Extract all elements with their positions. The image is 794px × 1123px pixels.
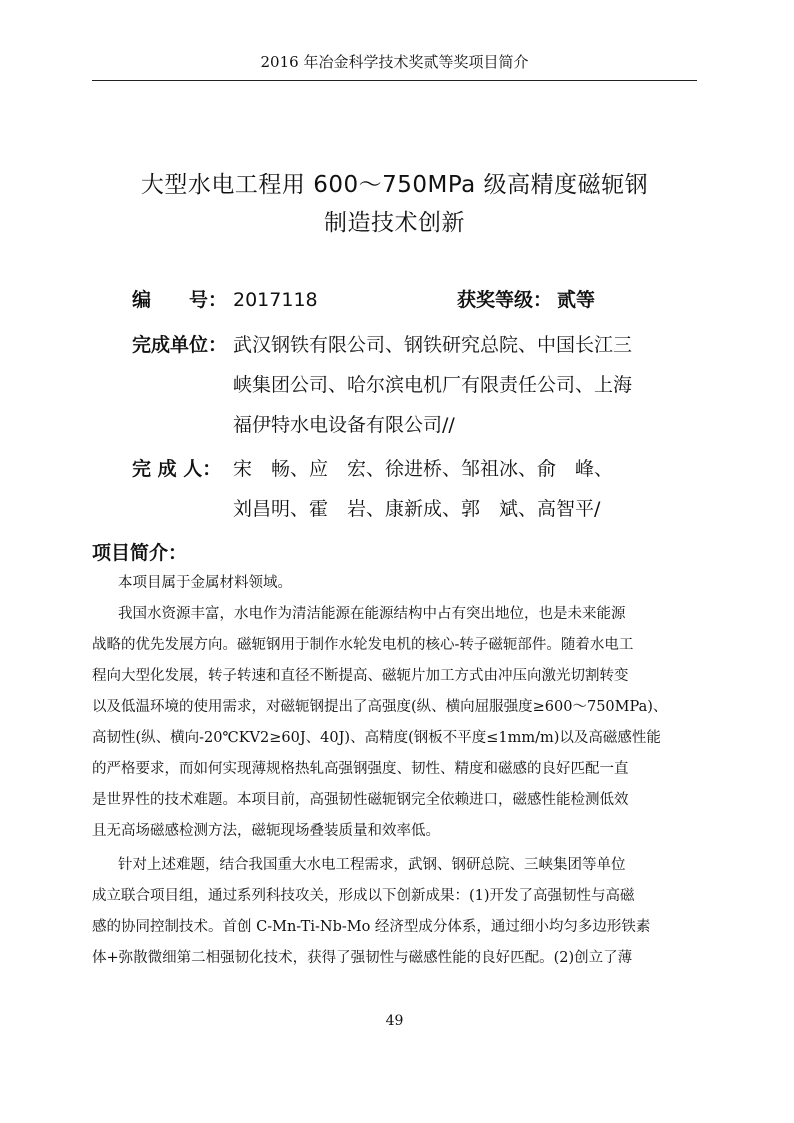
units-line: 武汉钢铁有限公司、钢铁研究总院、中国长江三 <box>233 334 633 356</box>
number-value: 2017118 <box>233 289 318 311</box>
page-number: 49 <box>385 1013 404 1029</box>
body-paragraph-line: 高韧性(纵、横向-20℃KV2≥60J、40J)、高精度(钢板不平度≤1mm/m)以及高磁感性能 <box>92 730 661 746</box>
body-paragraph-line: 以及低温环境的使用需求，对磁轭钢提出了高强度(纵、横向屈服强度≥600～750MPa)、 <box>92 699 668 715</box>
running-header: 2016 年冶金科学技术奖贰等奖项目简介 <box>260 53 529 71</box>
body-paragraph-line: 的严格要求，而如何实现薄规格热轧高强钢强度、韧性、精度和磁感的良好匹配一直 <box>92 761 629 777</box>
project-title-line-1: 大型水电工程用 600～750MPa 级高精度磁轭钢 <box>140 172 649 198</box>
body-paragraph-line: 成立联合项目组，通过系列科技攻关，形成以下创新成果：(1)开发了高强韧性与高磁 <box>92 888 635 904</box>
body-paragraph-line: 体+弥散微细第二相强韧化技术，获得了强韧性与磁感性能的良好匹配。(2)创立了薄 <box>92 950 633 966</box>
body-paragraph-line: 我国水资源丰富，水电作为清洁能源在能源结构中占有突出地位，也是未来能源 <box>118 606 626 622</box>
body-paragraph-line: 感的协同控制技术。首创 C-Mn-Ti-Nb-Mo 经济型成分体系，通过细小均匀多边形铁素 <box>92 919 651 935</box>
body-paragraph-line: 针对上述难题，结合我国重大水电工程需求，武钢、钢研总院、三峡集团等单位 <box>118 857 626 873</box>
units-line: 福伊特水电设备有限公司// <box>233 414 455 436</box>
units-label: 完成单位： <box>132 334 228 356</box>
section-title: 项目简介： <box>92 542 188 564</box>
number-label: 编 号： <box>132 289 228 311</box>
persons-label: 完 成 人： <box>132 458 222 480</box>
persons-line: 刘昌明、霍 岩、康新成、郭 斌、高智平/ <box>233 498 601 520</box>
persons-line: 宋 畅、应 宏、徐进桥、邹祖冰、俞 峰、 <box>233 458 614 480</box>
body-paragraph-line: 程向大型化发展，转子转速和直径不断提高、磁轭片加工方式由冲压向激光切割转变 <box>92 668 629 684</box>
award-value: 贰等 <box>557 289 596 311</box>
units-line: 峡集团公司、哈尔滨电机厂有限责任公司、上海 <box>233 374 633 396</box>
award-label: 获奖等级： <box>457 289 553 311</box>
body-paragraph-line: 本项目属于金属材料领域。 <box>118 575 292 591</box>
project-title-line-2: 制造技术创新 <box>324 210 465 236</box>
body-paragraph-line: 且无高场磁感检测方法，磁轭现场叠装质量和效率低。 <box>92 823 440 839</box>
header-divider <box>92 80 697 81</box>
body-paragraph-line: 是世界性的技术难题。本项目前，高强韧性磁轭钢完全依赖进口，磁感性能检测低效 <box>92 792 629 808</box>
body-paragraph-line: 战略的优先发展方向。磁轭钢用于制作水轮发电机的核心-转子磁轭部件。随着水电工 <box>92 637 634 653</box>
